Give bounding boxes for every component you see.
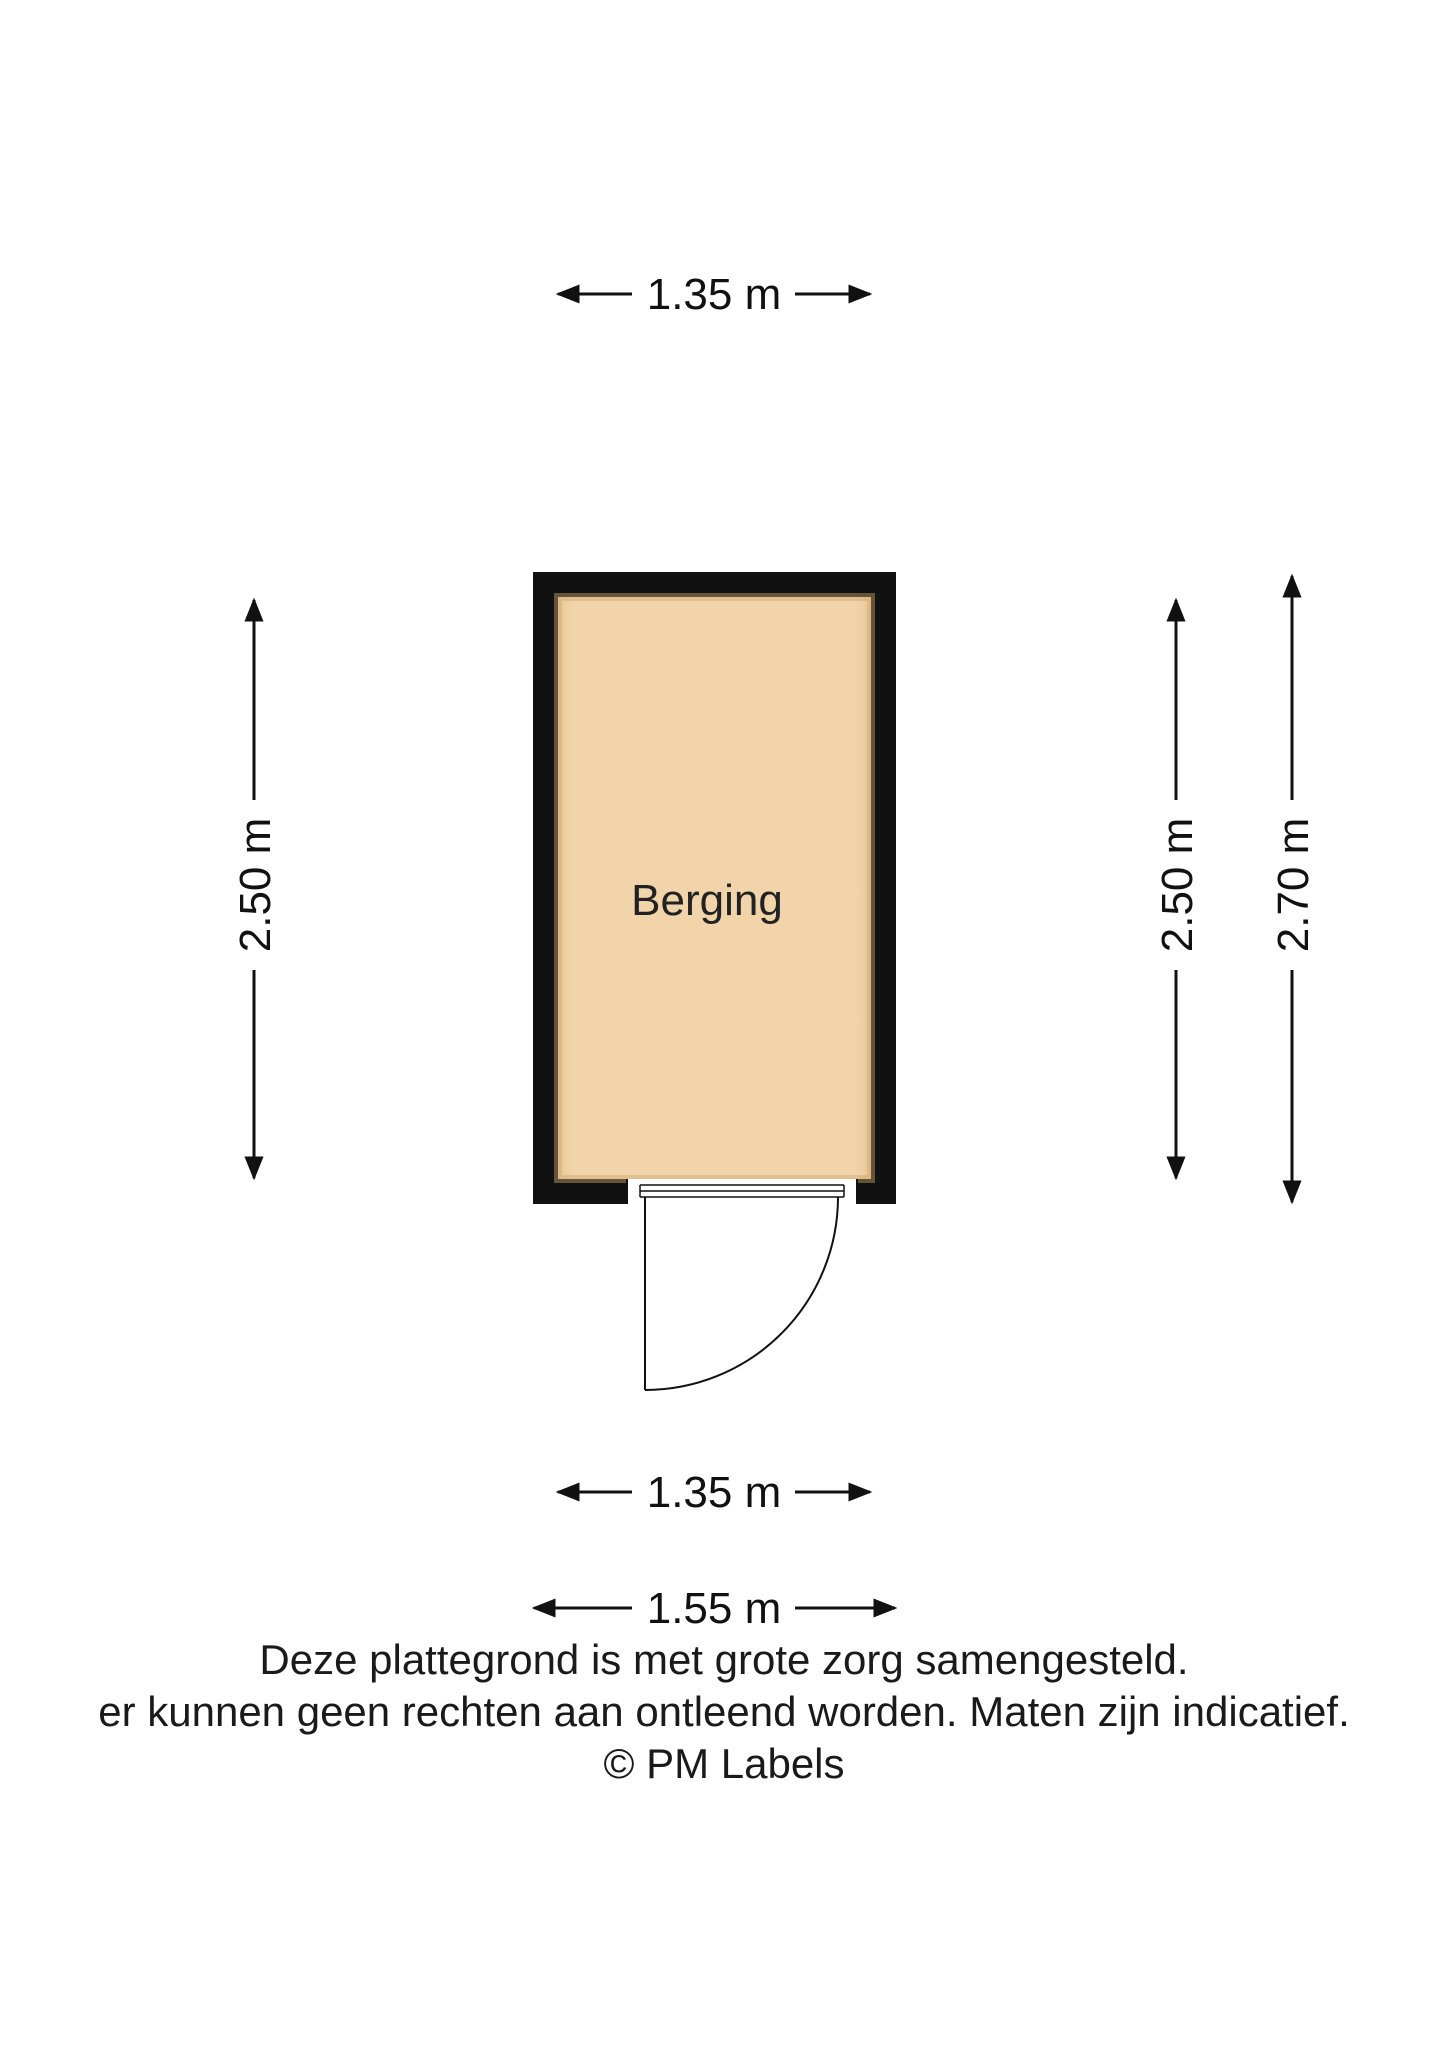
dimension-top-width <box>558 270 870 319</box>
dimension-left-height-label: 2.50 m <box>231 817 280 953</box>
copyright-label: © PM Labels <box>603 1740 845 1787</box>
dimension-bottom-outer-width-label: 1.55 m <box>646 1584 782 1633</box>
dimension-bottom-outer-width <box>534 1584 895 1633</box>
dimension-right-outer-height-label: 2.70 m <box>1269 817 1318 953</box>
dimension-right-outer-height <box>1269 576 1318 1202</box>
room-label: Berging <box>631 876 783 925</box>
dimension-right-inner-height-label: 2.50 m <box>1153 817 1202 953</box>
dimension-right-inner-height <box>1153 600 1202 1178</box>
room-berging <box>533 572 896 1204</box>
door <box>627 1179 857 1390</box>
disclaimer-line-1: Deze plattegrond is met grote zorg samengesteld. <box>259 1636 1189 1683</box>
dimension-left-height <box>231 600 280 1178</box>
dimension-top-width-label: 1.35 m <box>646 270 782 319</box>
dimension-bottom-inner-width <box>558 1468 870 1517</box>
dimension-bottom-inner-width-label: 1.35 m <box>646 1468 782 1517</box>
door-swing-arc <box>645 1197 838 1390</box>
disclaimer-line-2: er kunnen geen rechten aan ontleend worden. Maten zijn indicatief. <box>98 1688 1350 1735</box>
